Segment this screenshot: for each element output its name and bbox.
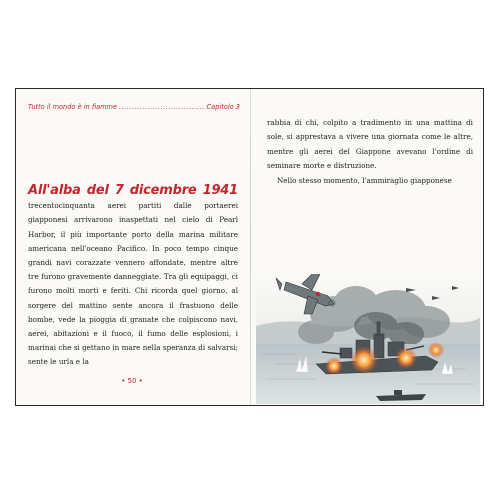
running-head-leader: [119, 103, 205, 111]
right-page-text: [267, 116, 473, 188]
running-head-title: Tutto il mondo è in fiamme: [28, 103, 118, 111]
right-paragraph-2: Nello stesso momento, l'ammiraglio giapponese: [277, 175, 452, 185]
book-gutter: [250, 89, 251, 405]
pearl-harbor-attack-illustration: [256, 274, 480, 404]
page-number: • 50 •: [121, 377, 143, 385]
right-paragraph-1: rabbia di chi, colpito a tradimento in una mattina di sole, si apprestava a vivere una giornata come le altre, mentre gli aerei del Giappone avevano l'ordine di seminare morte e distruzione.: [267, 118, 473, 171]
lead-heading: All'alba del 7 dicembre 1941: [28, 183, 238, 198]
running-head: [28, 103, 240, 111]
left-page-body: trecentocinquanta aerei partiti dalle portaerei giapponesi arrivarono inaspettati nel cielo di Pearl Harbor, il più importante porto della marina militare americana nell'oceano Pacifico. In poco tempo cinque grandi navi corazzate vennero affondate, mentre altre tre furono gravemente danneggiate. Tra gli equipaggi, ci furono molti morti e feriti. Chi ricorda quel giorno, al sorgere del mattino sente ancora il frastuono delle bombe, vede la pioggia di granate che colpiscono navi, aerei, abitazioni e il fuoco, il fumo delle esplosioni, i marinai che si gettano in mare nella speranza di salvarsi; sente le urla e la: [28, 201, 238, 367]
left-page-text: [28, 184, 238, 370]
book-spread: [15, 88, 484, 406]
running-head-chapter: Capitolo 3: [206, 103, 240, 111]
